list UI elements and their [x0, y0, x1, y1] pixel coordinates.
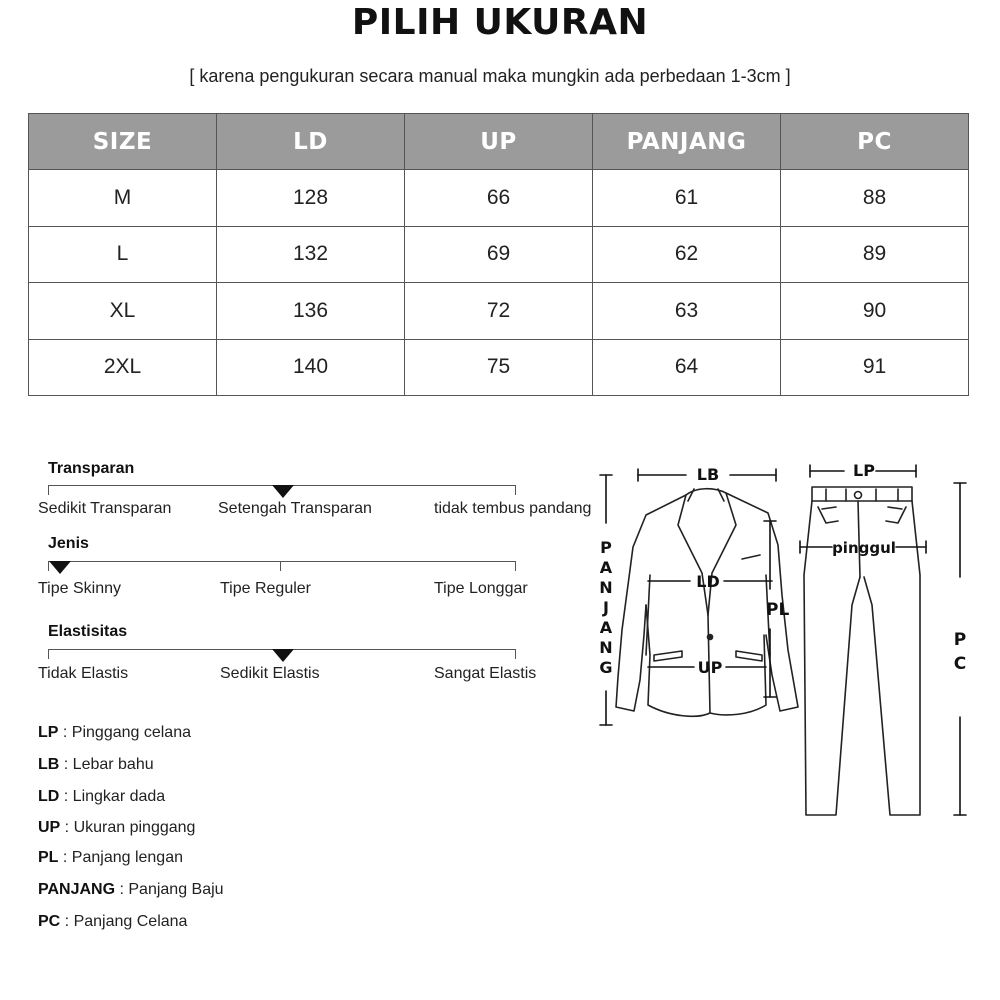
size-table [28, 113, 969, 396]
page-title: PILIH UKURAN [351, 2, 649, 43]
table-cell: 128 [217, 170, 405, 227]
suit-measurement-illustration [590, 455, 990, 835]
scale-tick [280, 561, 281, 571]
label-pl: PL [766, 600, 790, 620]
legend-item-ld [38, 788, 165, 806]
scale-option-selected: Tipe Skinny [38, 580, 121, 597]
table-cell: XL [29, 283, 217, 340]
legend-abbr: PC [38, 913, 61, 930]
column-header-ld: LD [217, 114, 405, 170]
scale-tick [48, 649, 49, 659]
table-cell: 72 [405, 283, 593, 340]
table-row [29, 339, 969, 396]
label-pinggul: pinggul [832, 539, 896, 557]
table-cell: 132 [217, 226, 405, 283]
table-cell: 75 [405, 339, 593, 396]
legend-abbr: PANJANG [38, 881, 116, 898]
table-cell: 61 [593, 170, 781, 227]
table-cell: 140 [217, 339, 405, 396]
label-ld: LD [696, 572, 720, 591]
scale-title-elastisitas: Elastisitas [48, 623, 128, 640]
scale-title-jenis: Jenis [48, 535, 89, 552]
label-pc-vertical: P C [953, 630, 967, 674]
legend-item-panjang [38, 881, 224, 899]
table-cell: 69 [405, 226, 593, 283]
scale-title-transparan: Transparan [48, 460, 135, 477]
scale-option: Sedikit Transparan [38, 500, 172, 517]
legend-item-up [38, 819, 195, 837]
label-up: UP [697, 658, 723, 677]
scale-option-selected: Setengah Transparan [218, 500, 372, 517]
legend-desc: : Lingkar dada [59, 788, 166, 805]
column-header-pc: PC [781, 114, 969, 170]
legend-desc: : Pinggang celana [58, 724, 191, 741]
table-cell: 91 [781, 339, 969, 396]
legend-item-lp [38, 724, 191, 742]
legend-item-pl [38, 849, 183, 867]
legend-item-lb [38, 756, 154, 774]
scale-tick [515, 561, 516, 571]
scale-option: Sangat Elastis [434, 665, 537, 682]
table-cell: 66 [405, 170, 593, 227]
scale-option: tidak tembus pandang [434, 500, 592, 517]
legend-abbr: PL [38, 849, 59, 866]
label-panjang-vertical: P A N J A N G [599, 538, 613, 677]
legend-desc: : Lebar bahu [59, 756, 154, 773]
table-header-row [29, 114, 969, 170]
selected-marker-jenis [49, 561, 71, 574]
table-cell: 136 [217, 283, 405, 340]
table-cell: L [29, 226, 217, 283]
table-cell: 64 [593, 339, 781, 396]
legend-desc: : Panjang Celana [60, 913, 188, 930]
scale-option: Tipe Longgar [434, 580, 528, 597]
pants-outline [804, 487, 920, 815]
legend-abbr: UP [38, 819, 61, 836]
measurement-note: [ karena pengukuran secara manual maka mungkin ada perbedaan 1-3cm ] [189, 66, 791, 86]
legend-item-pc [38, 913, 187, 931]
scale-tick [48, 485, 49, 495]
table-cell: 62 [593, 226, 781, 283]
selected-marker-elastisitas [272, 649, 294, 662]
table-cell: 88 [781, 170, 969, 227]
table-row [29, 283, 969, 340]
legend-desc: : Panjang Baju [115, 881, 224, 898]
scale-option: Tipe Reguler [220, 580, 312, 597]
label-lb: LB [696, 465, 720, 484]
legend-abbr: LB [38, 756, 60, 773]
scale-line-jenis [48, 561, 516, 562]
table-row [29, 226, 969, 283]
selected-marker-transparan [272, 485, 294, 498]
legend-abbr: LD [38, 788, 60, 805]
scale-option: Tidak Elastis [38, 665, 129, 682]
legend-desc: : Ukuran pinggang [60, 819, 196, 836]
label-lp: LP [853, 461, 875, 480]
column-header-panjang: PANJANG [593, 114, 781, 170]
measurement-lines [600, 465, 966, 815]
legend-abbr: LP [38, 724, 59, 741]
legend-desc: : Panjang lengan [58, 849, 183, 866]
column-header-size: SIZE [29, 114, 217, 170]
table-row [29, 170, 969, 227]
table-cell: 90 [781, 283, 969, 340]
scale-option-selected: Sedikit Elastis [220, 665, 320, 682]
table-cell: 63 [593, 283, 781, 340]
scale-tick [515, 649, 516, 659]
table-cell: M [29, 170, 217, 227]
table-cell: 89 [781, 226, 969, 283]
column-header-up: UP [405, 114, 593, 170]
scale-tick [515, 485, 516, 495]
table-cell: 2XL [29, 339, 217, 396]
